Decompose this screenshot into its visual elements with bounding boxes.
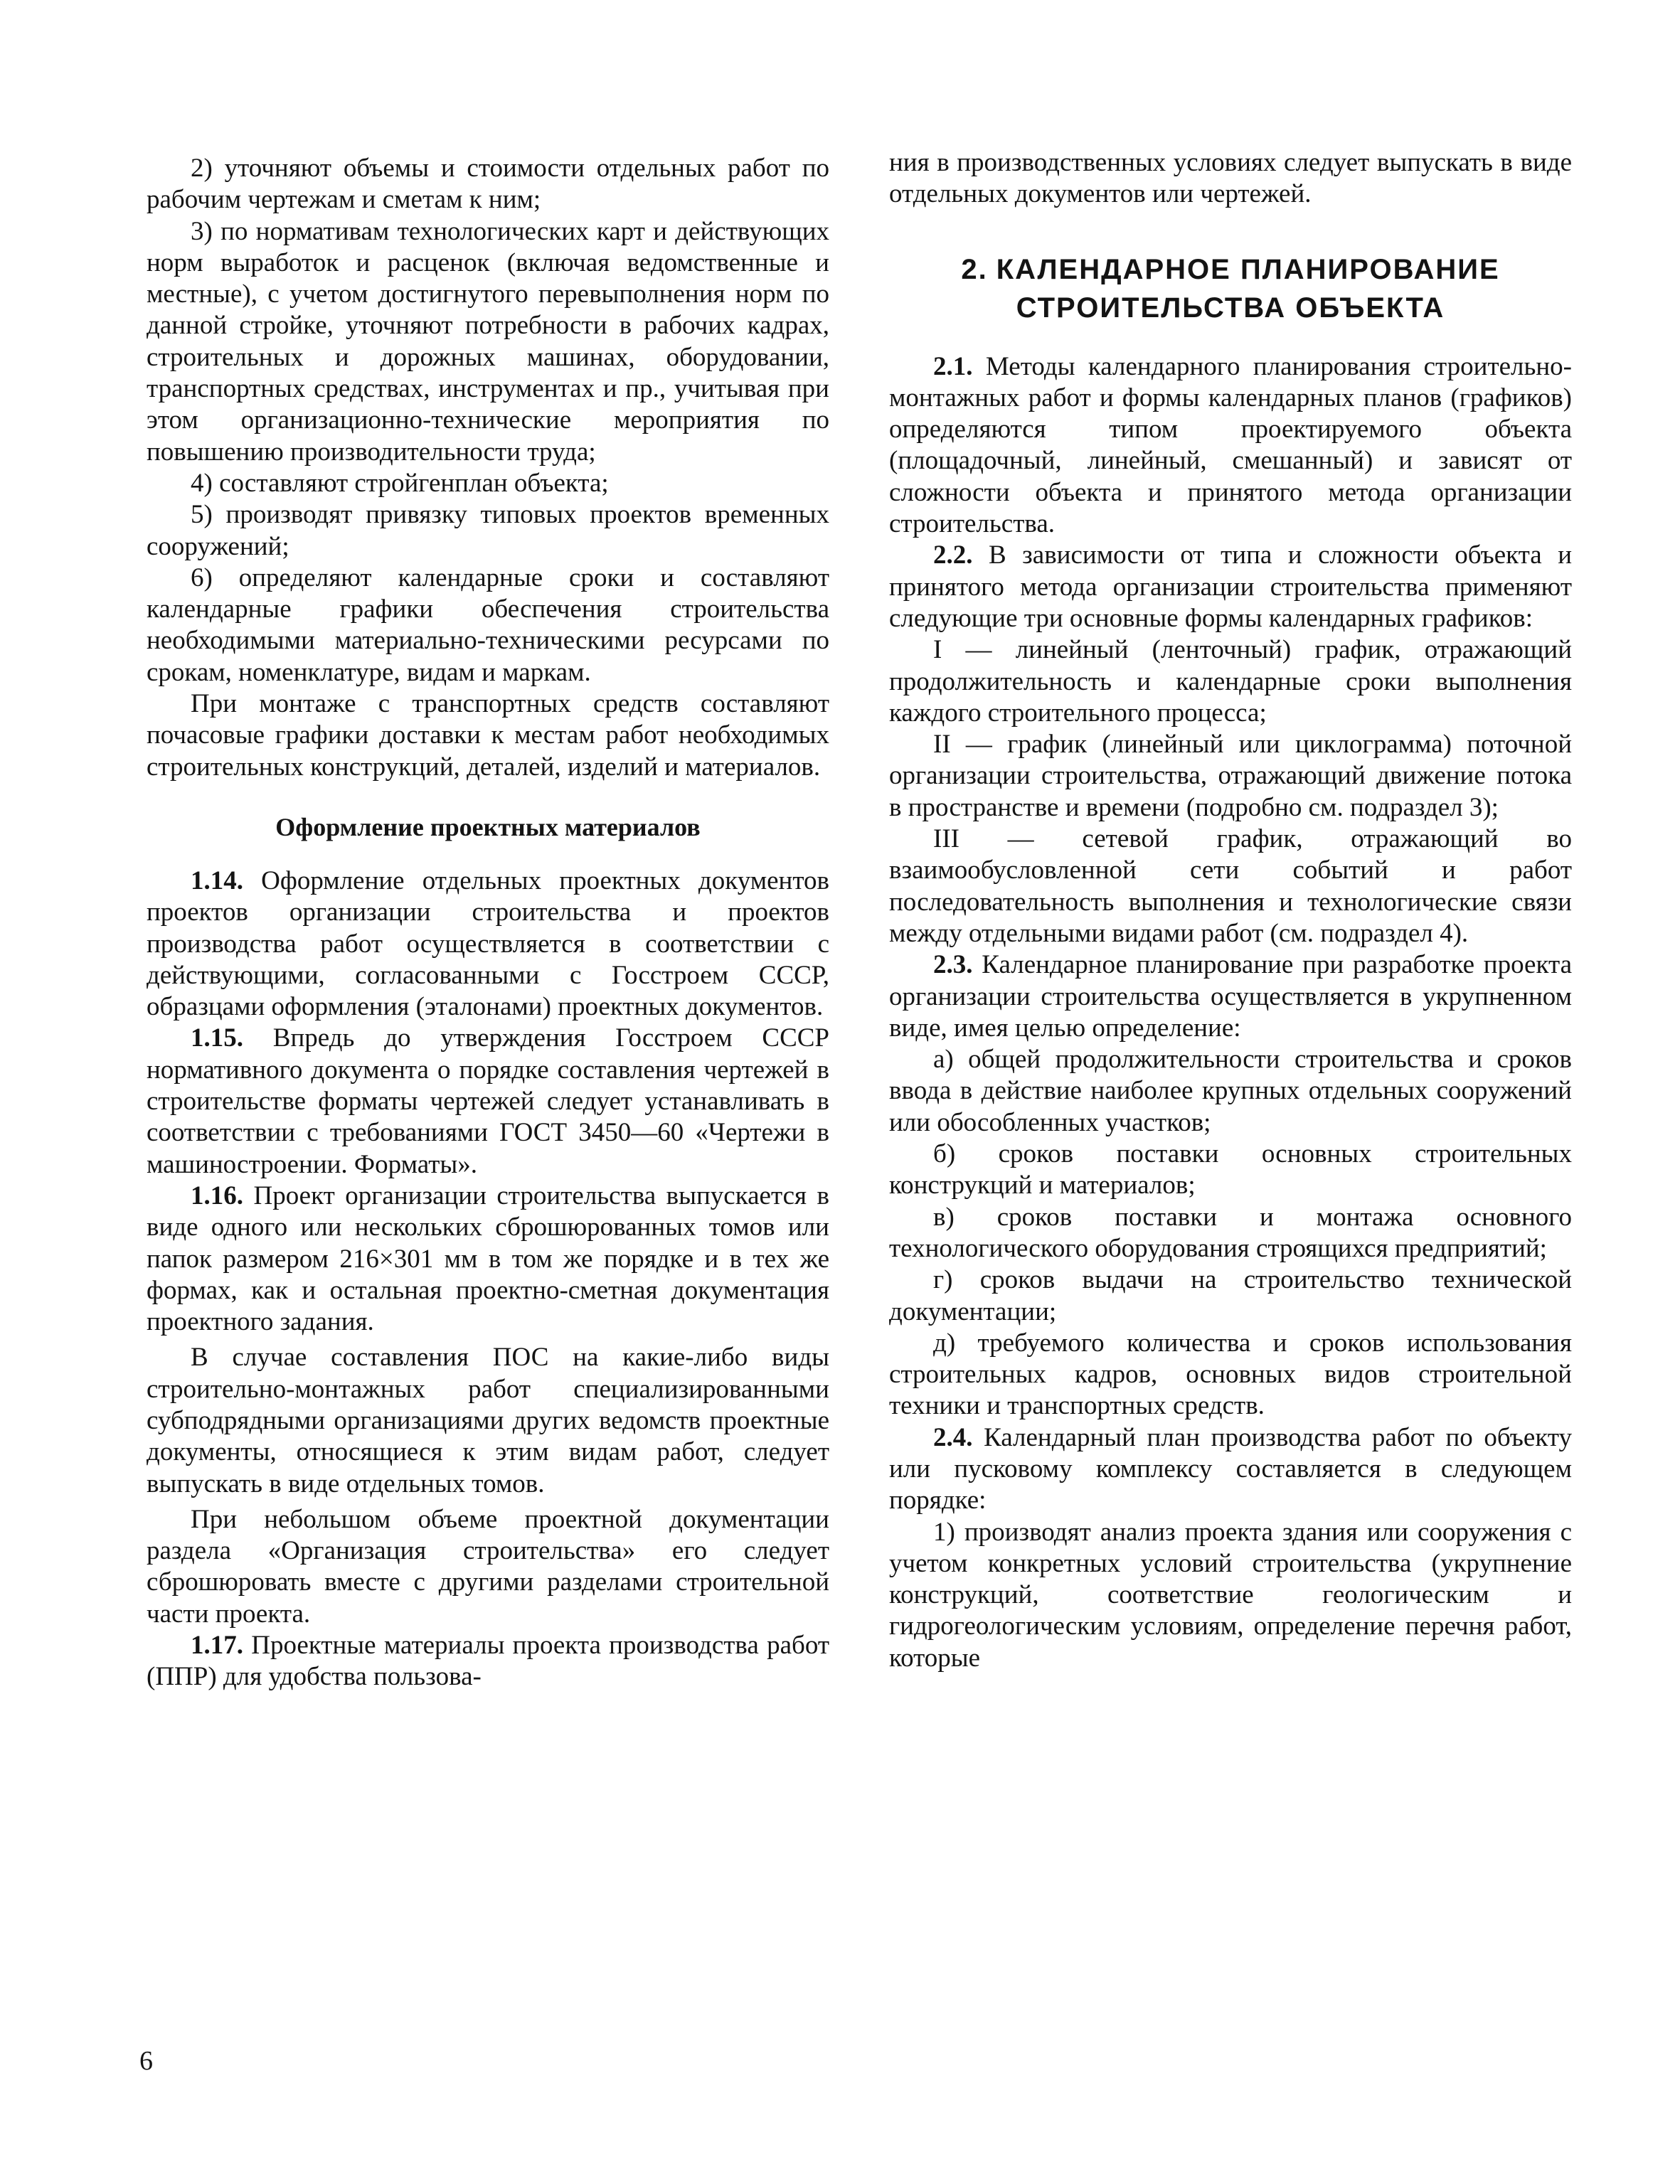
list-item: III — сетевой график, отражающий во взаимообусловленной сети событий и работ последовательность выполнения и технологические связи между отдельными видами работ (см. подраздел 4). [889,824,1572,948]
clause-text: В зависимости от типа и сложности объекта и принятого метода организации строительства применяют следующие три основные формы календарных графиков: [889,540,1572,633]
page-number: 6 [139,2046,153,2076]
paragraph-2-1 [889,351,1572,540]
clause-number: 1.17. [191,1631,243,1661]
left-column [147,153,829,1693]
list-item: I — линейный (ленточный) график, отражающий продолжительность и календарные сроки выполнения каждого строительного процесса; [889,635,1572,728]
list-item: д) требуемого количества и сроков использования строительных кадров, основных видов строительной техники и транспортных средств. [889,1328,1572,1421]
right-column [889,147,1572,1674]
clause-number: 1.14. [191,865,243,895]
section-subheading: Оформление проектных материалов [275,812,701,841]
list-item: 2) уточняют объемы и стоимости отдельных работ по рабочим чертежам и сметам к ним; [147,154,829,215]
paragraph-1-15 [147,1023,829,1180]
paragraph-small-volume: При небольшом объеме проектной документации раздела «Организация строительства» его следует сброшюровать вместе с другими разделами строительной части проекта. [147,1504,829,1629]
clause-number: 1.15. [191,1023,243,1053]
continuation-text: ния в производственных условиях следует выпускать в виде отдельных документов или чертежей. [889,148,1572,209]
section-number: 2. [961,253,988,285]
clause-number: 2.1. [933,351,973,381]
paragraph-pos: В случае составления ПОС на какие-либо виды строительно-монтажных работ специализированными субподрядными организациями других ведомств проектные документы, относящиеся к этим видам работ, следует выпускать в виде отдельных томов. [147,1343,829,1498]
section-heading-line1: КАЛЕНДАРНОЕ ПЛАНИРОВАНИЕ [996,253,1500,285]
section-heading [889,250,1572,327]
clause-text: Проектные материалы проекта производства работ (ППР) для удобства пользова- [147,1631,829,1692]
clause-text: Методы календарного планирования строительно-монтажных работ и формы календарных планов (графиков) определяются типом проектируемого объекта (площадочный, линейный, смешанный) и зависят от сложности объекта и принятого метода организации строительства. [889,351,1572,539]
paragraph-2-4 [889,1422,1572,1517]
list-item: 4) составляют стройгенплан объекта; [191,468,609,498]
list-item: б) сроков поставки основных строительных конструкций и материалов; [889,1139,1572,1200]
list-item: 3) по нормативам технологических карт и действующих норм выработок и расценок (включая ведомственные и местные), с учетом достигнутого перевыполнения норм по данной стройке, уточняют потребности в рабочих кадрах, строительных и дорожных машинах, оборудовании, транспортных средствах, инструментах и пр., учитывая при этом организационно-технические мероприятия по повышению производительности труда; [147,216,829,467]
section-heading-line2: СТРОИТЕЛЬСТВА ОБЪЕКТА [1016,292,1445,324]
paragraph-2-2 [889,540,1572,634]
paragraph-2-3 [889,949,1572,1044]
list-item: г) сроков выдачи на строительство технической документации; [889,1265,1572,1326]
clause-number: 2.2. [933,540,973,570]
paragraph-mounting: При монтаже с транспортных средств составляют почасовые графики доставки к местам работ необходимых строительных конструкций, деталей, изделий и материалов. [147,689,829,782]
clause-number: 2.4. [933,1422,973,1452]
clause-text: Оформление отдельных проектных документов проектов организации строительства и проектов производства работ осуществляется в соответствии с действующими, согласованными с Госстроем СССР, образцами оформления (эталонами) проектных документов. [147,865,829,1022]
clause-number: 2.3. [933,950,973,980]
list-item: 1) производят анализ проекта здания или сооружения с учетом конкретных условий строительства (укрупнение конструкций, соответствие геологическим и гидрогеологическим условиям, определение перечня работ, которые [889,1517,1572,1673]
clause-text: Проект организации строительства выпускается в виде одного или нескольких сброшюрованных томов или папок размером 216×301 мм в том же порядке и в тех же формах, как и остальная проектно-сметная документация проектного задания. [147,1181,829,1337]
clause-text: Календарное планирование при разработке проекта организации строительства осуществляется в укрупненном виде, имея целью определение: [889,950,1572,1043]
clause-text: Впредь до утверждения Госстроем СССР нормативного документа о порядке составления чертежей в строительстве форматы чертежей следует устанавливать в соответствии с требованиями ГОСТ 3450—60 «Чертежи в машиностроении. Форматы». [147,1023,829,1179]
paragraph-1-17 [147,1630,829,1693]
list-item: II — график (линейный или циклограмма) поточной организации строительства, отражающий движение потока в пространстве и времени (подробно см. подраздел 3); [889,730,1572,822]
clause-number: 1.16. [191,1181,243,1210]
clause-text: Календарный план производства работ по объекту или пусковому комплексу составляется в следующем порядке: [889,1422,1573,1516]
list-item: а) общей продолжительности строительства и сроков ввода в действие наиболее крупных отдельных сооружений или обособленных участков; [889,1045,1572,1137]
paragraph-1-16 [147,1181,829,1338]
paragraph-1-14 [147,865,829,1023]
list-item: в) сроков поставки и монтажа основного технологического оборудования строящихся предприятий; [889,1202,1572,1263]
list-item: 5) производят привязку типовых проектов временных сооружений; [147,500,829,561]
list-item: 6) определяют календарные сроки и составляют календарные графики обеспечения строительства необходимыми материально-техническими ресурсами по срокам, номенклатуре, видам и маркам. [147,563,829,687]
